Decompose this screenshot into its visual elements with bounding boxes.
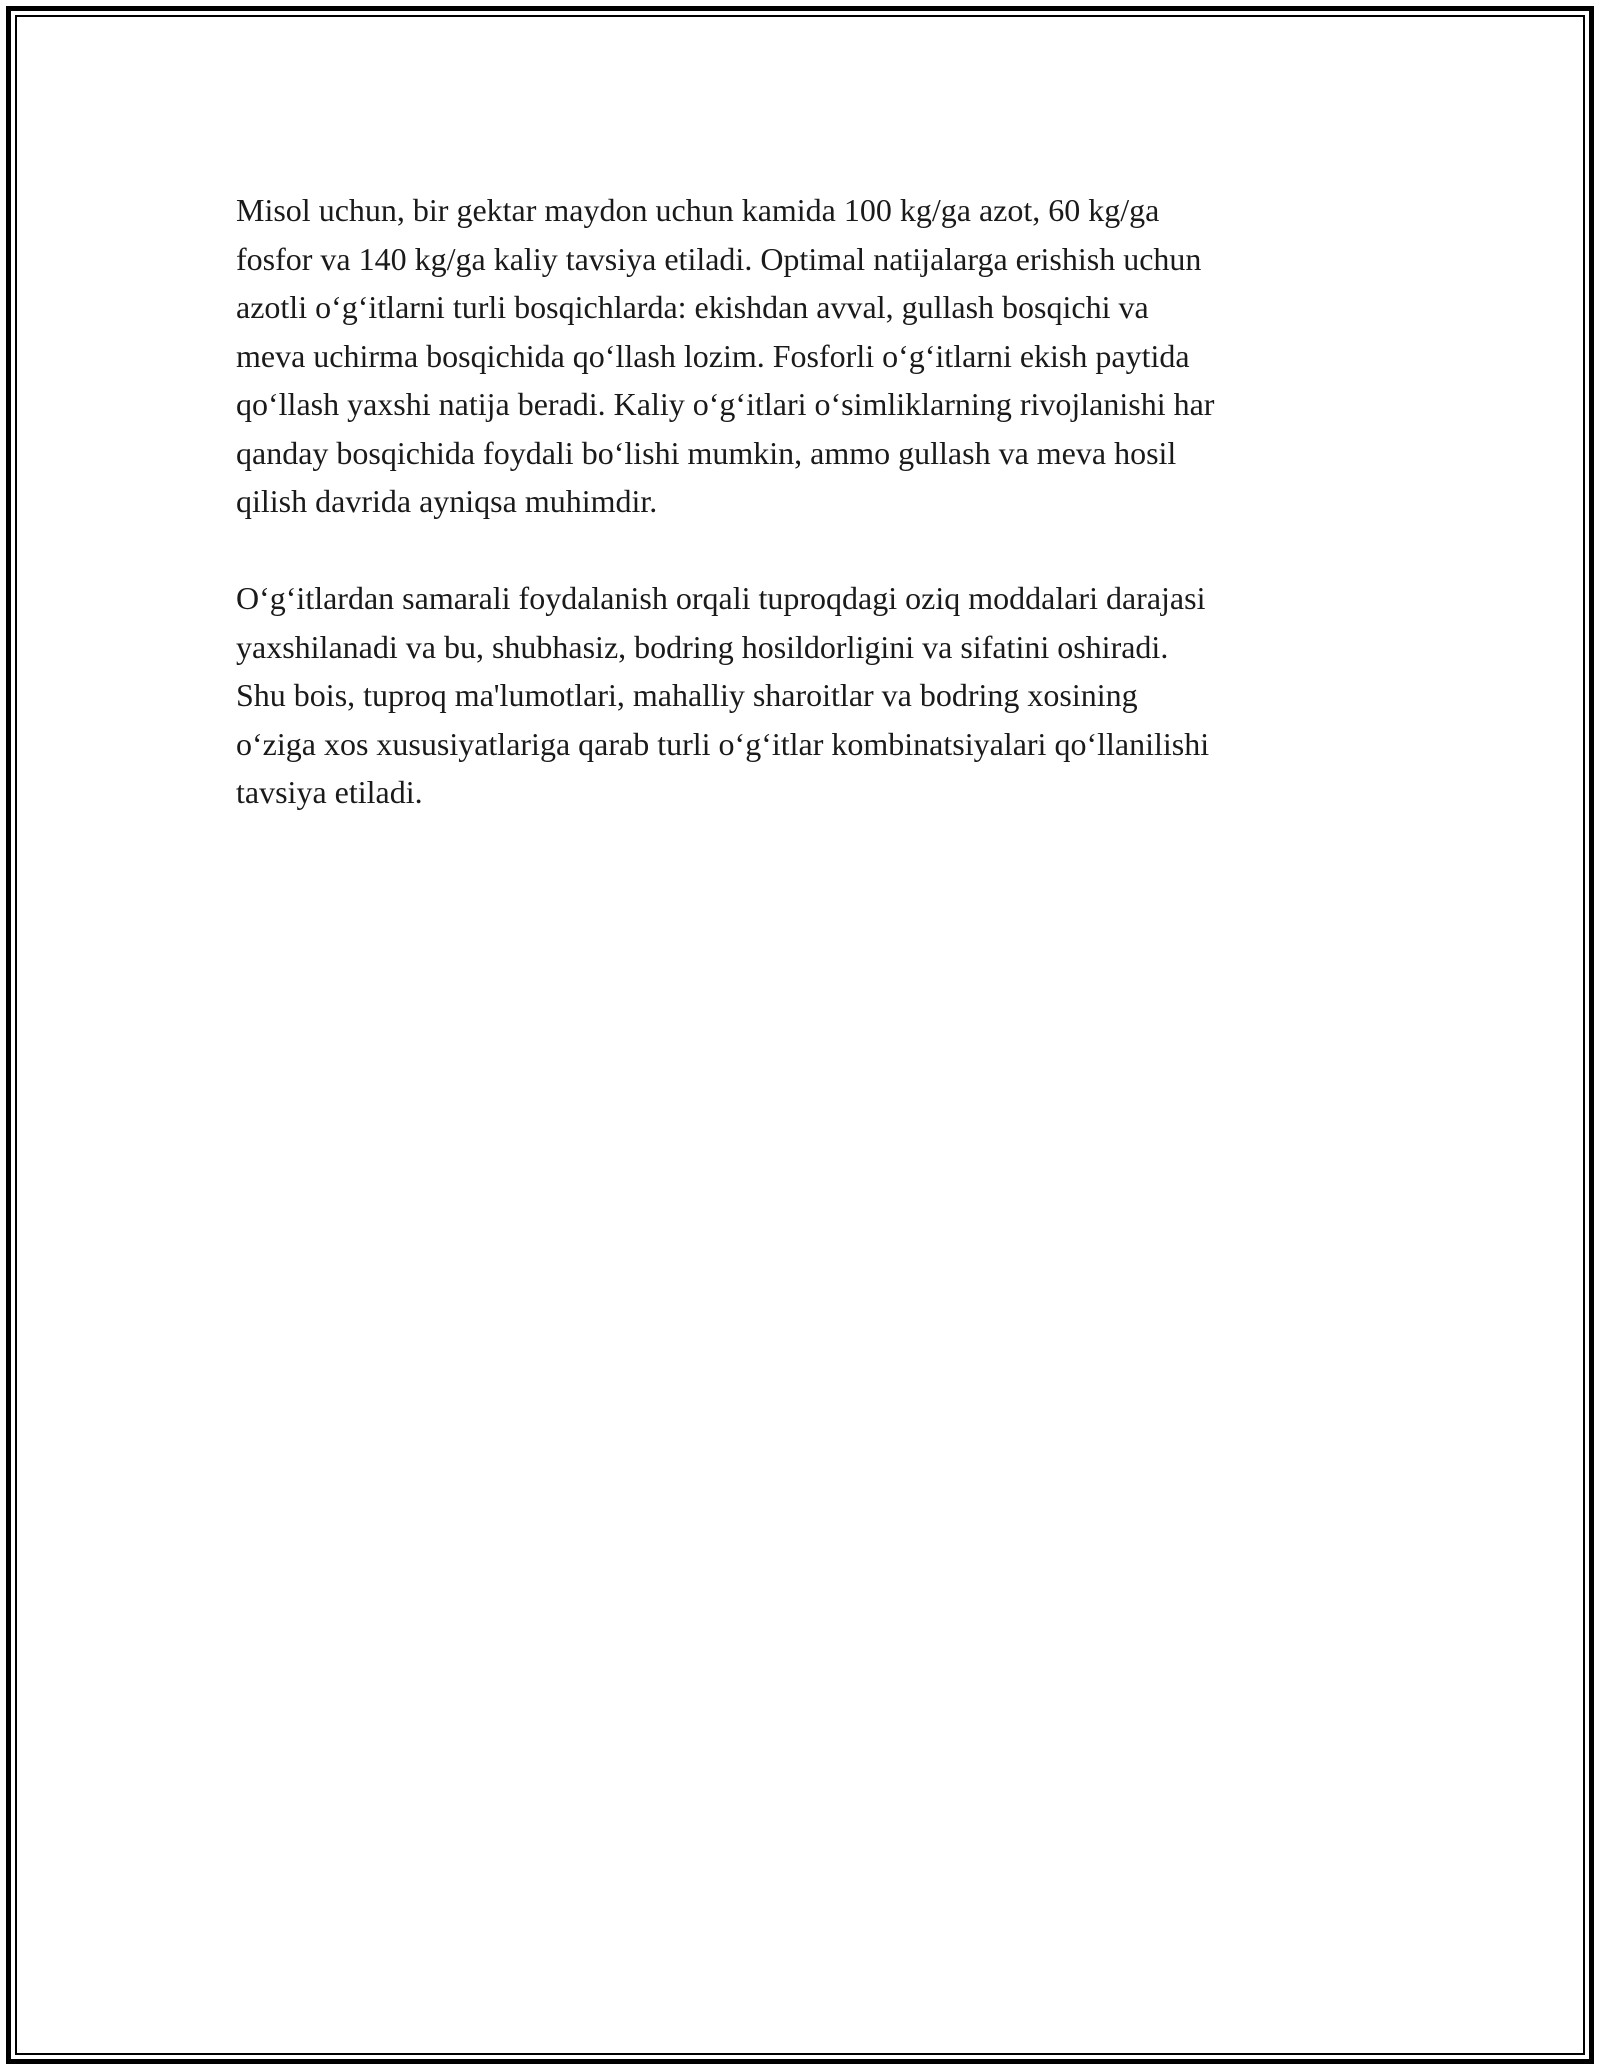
text-line: meva uchirma bosqichida qo‘llash lozim. Fosforli o‘g‘itlarni ekish paytida: [236, 337, 1190, 374]
text-line: yaxshilanadi va bu, shubhasiz, bodring hosildorligini va sifatini oshiradi.: [236, 628, 1169, 665]
text-line: O‘g‘itlardan samarali foydalanish orqali tuproqdagi oziq moddalari darajasi: [236, 580, 1206, 616]
text-line: qilish davrida ayniqsa muhimdir.: [236, 483, 658, 519]
paragraph-fertilizer-benefits: [236, 574, 1386, 817]
text-line: o‘ziga xos xususiyatlariga qarab turli o‘g‘itlar kombinatsiyalari qo‘llanilishi: [236, 725, 1210, 762]
text-line: Shu bois, tuproq ma'lumotlari, mahalliy sharoitlar va bodring xosining: [236, 677, 1138, 713]
text-line: azotli o‘g‘itlarni turli bosqichlarda: ekishdan avval, gullash bosqichi va: [236, 289, 1149, 325]
text-line: tavsiya etiladi.: [236, 774, 423, 810]
text-line: qo‘llash yaxshi natija beradi. Kaliy o‘g‘itlari o‘simliklarning rivojlanishi har: [236, 386, 1215, 422]
text-line: fosfor va 140 kg/ga kaliy tavsiya etiladi. Optimal natijalarga erishish uchun: [236, 240, 1202, 277]
document-body: [236, 186, 1386, 817]
text-line: Misol uchun, bir gektar maydon uchun kamida 100 kg/ga azot, 60 kg/ga: [236, 192, 1160, 228]
text-line: qanday bosqichida foydali bo‘lishi mumkin, ammo gullash va meva hosil: [236, 434, 1177, 471]
paragraph-fertilizer-rates: [236, 186, 1386, 526]
